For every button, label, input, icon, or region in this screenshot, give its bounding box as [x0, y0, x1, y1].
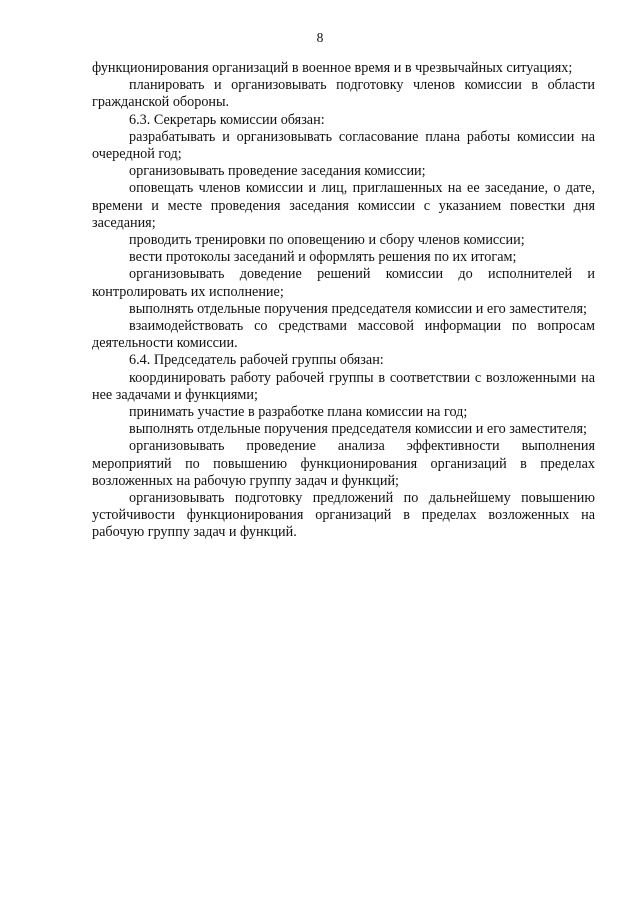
- paragraph-group-instructions: выполнять отдельные поручения председателя комиссии и его заместителя;: [129, 421, 587, 438]
- page-number: 8: [316, 30, 324, 45]
- paragraph-keep-minutes: вести протоколы заседаний и оформлять решения по их итогам;: [129, 249, 517, 266]
- paragraph-media-interaction: взаимодействовать со средствами массовой информации по вопросам деятельности комиссии.: [92, 318, 595, 352]
- section-heading-6-3: 6.3. Секретарь комиссии обязан:: [129, 111, 325, 128]
- paragraph-plan-participation: принимать участие в разработке плана комиссии на год;: [129, 404, 468, 421]
- paragraph-continuation: функционирования организаций в военное время и в чрезвычайных ситуациях;: [92, 60, 573, 76]
- paragraph-work-plan: разрабатывать и организовывать согласование плана работы комиссии на очередной год;: [92, 128, 595, 163]
- paragraph-coordinate-group: координировать работу рабочей группы в соответствии с возложенными на нее задачами и функциями;: [92, 369, 595, 403]
- section-heading-6-4: 6.4. Председатель рабочей группы обязан:: [129, 352, 384, 369]
- paragraph-civil-defense-training: планировать и организовывать подготовку членов комиссии в области гражданской обороны.: [92, 77, 595, 111]
- paragraph-conduct-drills: проводить тренировки по оповещению и сбору членов комиссии;: [129, 232, 525, 249]
- paragraph-effectiveness-analysis: организовывать проведение анализа эффективности выполнения мероприятий по повышению функционирования организаций в пределах возложенных на рабочую группу задач и функций;: [92, 438, 595, 489]
- document-body: [92, 60, 595, 542]
- paragraph-notify-members: оповещать членов комиссии и лиц, приглашенных на ее заседание, о дате, времени и месте проведения заседания комиссии с указанием повестки дня заседания;: [92, 180, 595, 231]
- paragraph-communicate-decisions: организовывать доведение решений комиссии до исполнителей и контролировать их исполнение;: [92, 266, 595, 300]
- paragraph-organize-meeting: организовывать проведение заседания комиссии;: [129, 163, 426, 180]
- paragraph-stability-proposals: организовывать подготовку предложений по дальнейшему повышению устойчивости функционирования организаций в пределах возложенных на рабочую группу задач и функций.: [92, 490, 595, 541]
- paragraph-chairman-instructions: выполнять отдельные поручения председателя комиссии и его заместителя;: [129, 300, 587, 317]
